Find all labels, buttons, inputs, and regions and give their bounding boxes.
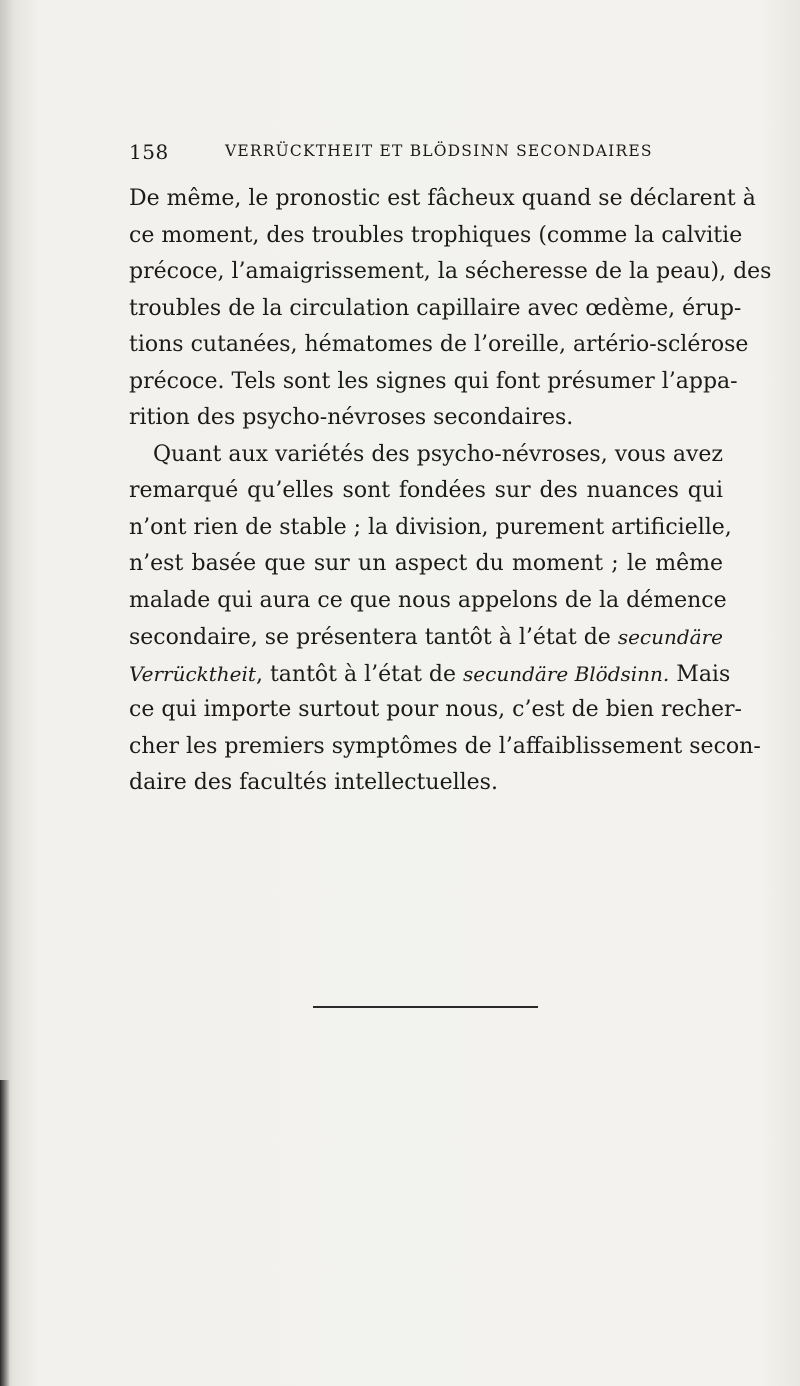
text-line: cher les premiers symptômes de l’affaiblissement secon-: [129, 733, 761, 759]
text-line: [129, 619, 723, 656]
section-end-rule: [313, 1006, 538, 1008]
text-line: daire des facultés intellectuelles.: [129, 770, 498, 795]
body-text: [129, 181, 772, 802]
binding-shadow: [0, 1080, 10, 1386]
text-line: malade qui aura ce que nous appelons de la démence: [129, 587, 727, 613]
running-head: VERRÜCKTHEIT ET BLÖDSINN SECONDAIRES: [225, 142, 653, 160]
text-line: ce moment, des troubles trophiques (comme la calvitie: [129, 222, 743, 248]
text-line: tions cutanées, hématomes de l’oreille, artério-sclérose: [129, 332, 749, 357]
text-line: précoce, l’amaigrissement, la sécheresse de la peau), des: [129, 259, 772, 284]
text-segment: Mais: [669, 661, 731, 687]
text-line: Quant aux variétés des psycho-névroses, vous avez: [153, 441, 723, 467]
text-line: n’ont rien de stable ; la division, purement artificielle,: [129, 514, 732, 540]
italic-term: Verrücktheit: [129, 661, 256, 686]
text-segment: , tantôt à l’état de: [255, 661, 464, 687]
text-line: [129, 656, 731, 693]
italic-term: secundäre Blödsinn.: [463, 661, 670, 686]
page-number: 158: [129, 140, 169, 164]
text-line: rition des psycho-névroses secondaires.: [129, 405, 574, 430]
page-header: [129, 138, 653, 168]
text-line: troubles de la circulation capillaire avec œdème, érup-: [129, 295, 742, 321]
text-line: De même, le pronostic est fâcheux quand se déclarent à: [129, 186, 756, 211]
text-line: précoce. Tels sont les signes qui font présumer l’appa-: [129, 368, 738, 394]
text-segment: secondaire, se présentera tantôt à l’état de: [129, 625, 618, 650]
text-line: n’est basée que sur un aspect du moment ; le même: [129, 551, 723, 576]
text-line: ce qui importe surtout pour nous, c’est de bien recher-: [129, 697, 742, 722]
text-line: remarqué qu’elles sont fondées sur des nuances qui: [129, 478, 723, 503]
italic-term: secundäre: [617, 625, 723, 649]
